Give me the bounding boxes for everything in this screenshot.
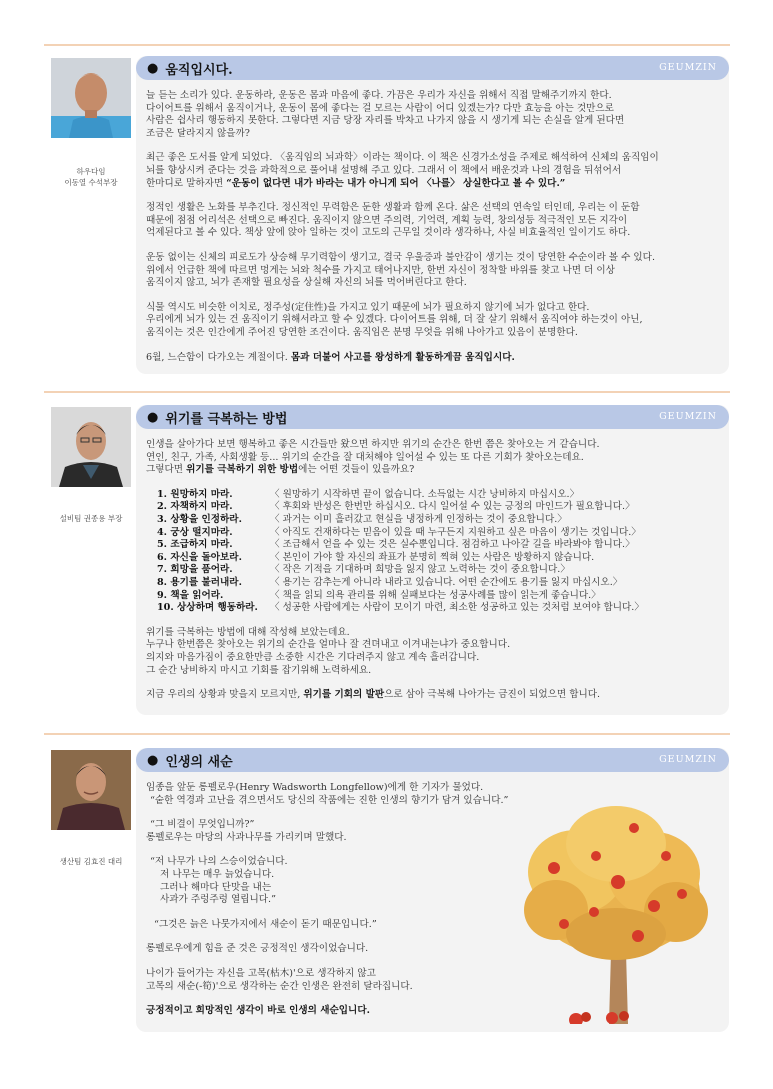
list-item: 3. 상황을 인정하라. 〈 과거는 이미 흘러갔고 현실을 냉정하게 인정하는 것이 중요합니다.〉 — [157, 513, 567, 525]
bullet-icon: ● — [147, 752, 159, 768]
paragraph: 늘 듣는 소리가 있다. 운동하라, 운동은 몸과 마음에 좋다. 가끔은 우리가 자신을 위해서 직접 말해주기까지 한다. 다이어트를 위해서 움직이거나, 운동이 몸에 좋다는 걸 모르는 사람이 어디 있겠는가? 다만 효능을 아는 것만으로 사람은 쉽사리 행동하지 못한다. 그렇다면 지금 당장 자리를 박차고 나가지 않을 시 생기게 되는 손실을 알게 된다면 조금은 달라지지 않을까? — [146, 90, 625, 139]
apple-tree-illustration — [516, 802, 716, 1024]
article-title: 인생의 새순 — [165, 754, 233, 770]
list-item: 8. 용기를 불러내라. 〈 용기는 감추는게 아니라 내라고 있습니다. 어떤 순간에도 용기를 잃지 마십시오.〉 — [157, 576, 623, 588]
author-name: 설비팀 권종용 부장 — [59, 514, 123, 523]
article-card — [136, 56, 729, 374]
paragraph: 위기를 극복하는 방법에 대해 작성해 보았는데요. 누구나 한번쯤은 찾아오는 위기의 순간을 얼마나 잘 견뎌내고 이겨내는냐가 중요합니다. 의지와 마음가짐이 중요한만큼 소중한 시간은 기다려주지 않고 계속 흘러갑니다. 그 순간 낭비하지 마시고 기회를 잡기위해 노력하세요. — [146, 626, 511, 676]
author-name: 생산팀 김효진 대리 — [59, 857, 123, 866]
list-item: 4. 궁상 떨지마라. 〈 아직도 건재하다는 믿음이 있을 때 누구든지 지원하고 싶은 마음이 생기는 것입니다.〉 — [157, 526, 641, 538]
bullet-icon: ● — [147, 409, 159, 425]
article-title: 위기를 극복하는 방법 — [165, 411, 288, 427]
author-name: 이동열 수석부장 — [64, 178, 118, 187]
paragraph: “저 나무가 나의 스승이었습니다. 저 나무는 매우 늙었습니다. 그러나 해마다 단맛을 내는 사과가 주렁주렁 열립니다.” — [150, 856, 288, 906]
closing-paragraph: 지금 우리의 상황과 맞을지 모르지만, 위기를 기회의 발판으로 삼아 극복해 나아가는 금진이 되었으면 합니다. — [146, 689, 601, 701]
list-item: 10. 상상하며 행동하라. 〈 성공한 사람에게는 사람이 모이기 마련, 최소한 성공하고 있는 것처럼 보여야 합니다.〉 — [157, 602, 644, 614]
article-body — [136, 80, 729, 364]
article-card — [136, 405, 729, 715]
title-bar — [136, 405, 729, 429]
author-photo — [51, 407, 131, 487]
paragraph: 운동 없이는 신체의 피로도가 상승해 무기력함이 생기고, 결국 우울증과 불안감이 생기는 것이 당연한 수순이라 볼 수 있다. 위에서 언급한 책에 따르면 멍게는 뇌와 척수를 가지고 태어나지만, 한번 자신이 정착할 바위를 찾고 나면 더 이상 움직이지 않고, 뇌가 존재할 필요성을 상실해 자신의 뇌를 먹어버린다고 한다. — [146, 251, 656, 289]
brand-label: GEUMZIN — [659, 754, 717, 765]
author-caption — [44, 856, 138, 867]
paragraph: 롱펠로우에게 힘을 준 것은 긍정적인 생각이었습니다. — [146, 943, 369, 955]
list-item: 2. 자책하지 마라. 〈 후회와 반성은 한번만 하십시오. 다시 일어설 수 있는 긍정의 마인드가 필요합니다.〉 — [157, 501, 635, 513]
closing-paragraph: 6월, 느슨함이 다가오는 계절이다. 몸과 더불어 사고를 왕성하게 활동하게끔 움직입시다. — [146, 351, 515, 363]
author-caption — [44, 166, 138, 188]
list-item: 5. 조급하지 마라. 〈 조급해서 얻을 수 있는 것은 실수뿐입니다. 점검하고 나아갈 길을 바라봐야 합니다.〉 — [157, 539, 635, 551]
list-item: 7. 희망을 품어라. 〈 작은 기적을 기대하며 희망을 잃지 않고 노력하는 것이 중요합니다.〉 — [157, 564, 570, 576]
closing-paragraph: 긍정적이고 희망적인 생각이 바로 인생의 새순입니다. — [146, 1005, 370, 1017]
list-item: 6. 자신을 돌아보라. 〈 본인이 가야 할 자신의 좌표가 분명히 찍혀 있는 사람은 방황하지 않습니다. — [157, 551, 595, 563]
paragraph: 나이가 들어가는 자신을 고목(枯木)'으로 생각하지 않고 고목의 새순(-筍)'으로 생각하는 순간 인생은 완전히 달라집니다. — [146, 967, 413, 992]
bullet-icon: ● — [147, 60, 159, 76]
brand-label: GEUMZIN — [659, 62, 717, 73]
paragraph: “그것은 늙은 나뭇가지에서 새순이 돋기 때문입니다.” — [154, 918, 377, 930]
paragraph: 식물 역시도 비슷한 이치로, 정주성(定住性)을 가지고 있기 때문에 뇌가 필요하지 않기에 뇌가 없다고 한다. 우리에게 뇌가 있는 건 움직이기 위해서라고 할 수 있겠다. 다이어트를 위해, 더 잘 살기 위해서 움직여야 하는것이 아닌, 움직이는 것은 인간에게 주어진 당연한 조건이다. 움직임은 분명 무엇을 위해 나아가고 있음이 분명한다. — [146, 301, 643, 338]
article-body — [136, 429, 729, 702]
section-divider — [44, 44, 730, 46]
list-item: 1. 원망하지 마라. 〈 원망하기 시작하면 끝이 없습니다. 소득없는 시간 낭비하지 마십시오.〉 — [157, 488, 580, 500]
list-item: 9. 책을 읽어라. 〈 책을 읽되 의욕 관리를 위해 실패보다는 성공사례를 많이 읽는게 좋습니다.〉 — [157, 589, 601, 601]
paragraph: 인생을 살아가다 보면 행복하고 좋은 시간들만 왔으면 하지만 위기의 순간은 한번 쯤은 찾아오는 거 같습니다. 연인, 친구, 가족, 사회생활 등... 위기의 순간을 잘 대처해야 일어설 수 있는 또 다른 기회가 찾아오는데요. 그렇다면 위기를 극복하기 위한 방법에는 어떤 것들이 있을까요? — [146, 439, 600, 476]
author-photo — [51, 750, 131, 830]
author-company: 하우다임 — [76, 167, 106, 176]
paragraph: 최근 좋은 도서를 알게 되었다. 〈움직임의 뇌과학〉이라는 책이다. 이 책은 신경가소성을 주제로 해석하여 신체의 움직임이 뇌를 향상시켜 준다는 것을 과학적으로 풀어내 설명해 주고 있다. 그래서 이 책에서 배운것과 나의 경험을 뒤섞어서 한마디로 말하자면 “운동이 없다면 내가 바라는 내가 아니게 되어 〈나를〉 상실한다고 볼 수 있다.” — [146, 152, 659, 189]
article-card — [136, 748, 729, 1032]
title-bar — [136, 748, 729, 772]
section-divider — [44, 733, 730, 735]
title-bar — [136, 56, 729, 80]
paragraph: 정적인 생활은 노화를 부추긴다. 정신적인 무력함은 둔한 생활과 함께 온다. 삶은 선택의 연속일 터인데, 우리는 이 둔함 때문에 점점 어리석은 선택으로 빠진다. 움직이지 않으면 주의력, 기억력, 계획 능력, 창의성등 적극적인 모든 지각이 억제된다고 볼 수 있다. 책상 앞에 앉아 일하는 것이 고도의 근무일 것이라 생각하나, 사실 비효율적인 일이기도 하다. — [146, 202, 640, 239]
paragraph: 임종을 앞둔 롱펠로우(Henry Wadsworth Longfellow)에게 한 기자가 물었다. “숱한 역경과 고난을 겪으면서도 당신의 작품에는 진한 인생의 향기가 담겨 있습니다.” — [146, 782, 509, 806]
section-divider — [44, 391, 730, 393]
paragraph: “그 비결이 무엇입니까?” 롱펠로우는 마당의 사과나무를 가리키며 말했다. — [146, 819, 347, 843]
author-photo — [51, 58, 131, 138]
tips-list — [157, 489, 719, 615]
brand-label: GEUMZIN — [659, 411, 717, 422]
article-title: 움직입시다. — [165, 62, 233, 78]
author-caption — [44, 513, 138, 524]
